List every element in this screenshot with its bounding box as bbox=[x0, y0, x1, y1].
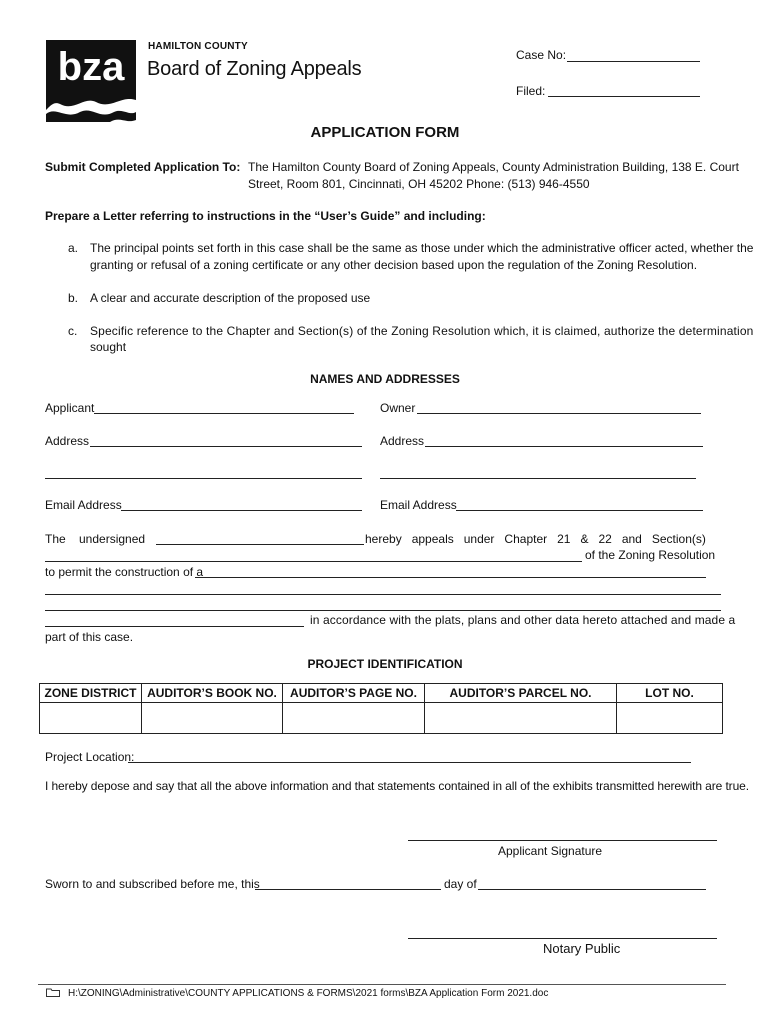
applicant-address-label: Address bbox=[45, 434, 90, 448]
owner-address-field[interactable] bbox=[425, 446, 703, 447]
table-header-row bbox=[40, 684, 723, 703]
applicant-address-line2-field[interactable] bbox=[45, 478, 362, 479]
appeal-accordance: in accordance with the plats, plans and other data hereto attached and made a bbox=[310, 613, 736, 627]
appellant-name-field[interactable] bbox=[156, 544, 364, 545]
instruction-text: The principal points set forth in this case shall be the same as those under which the administrative officer acted, whether the bbox=[90, 241, 754, 255]
applicant-signature-label: Applicant Signature bbox=[498, 844, 603, 858]
instruction-text: sought bbox=[90, 340, 127, 354]
filed-label: Filed: bbox=[516, 84, 546, 98]
owner-label: Owner bbox=[380, 401, 416, 415]
submit-label: Submit Completed Application To: bbox=[45, 160, 241, 174]
form-title: APPLICATION FORM bbox=[310, 124, 460, 141]
case-no-field[interactable] bbox=[567, 61, 700, 62]
zone-district-header: ZONE DISTRICT bbox=[40, 684, 142, 703]
logo-letters: bza bbox=[57, 45, 125, 89]
footer-divider bbox=[38, 984, 726, 985]
appeal-part-of-case: part of this case. bbox=[45, 630, 134, 644]
owner-email-field[interactable] bbox=[456, 510, 703, 511]
appeal-to-permit: to permit the construction of a bbox=[45, 565, 204, 579]
page-no-header: AUDITOR’S PAGE NO. bbox=[283, 684, 425, 703]
section-field[interactable] bbox=[45, 561, 582, 562]
page-no-cell[interactable] bbox=[283, 703, 425, 734]
applicant-field[interactable] bbox=[94, 413, 354, 414]
notary-label: Notary Public bbox=[543, 941, 621, 956]
submit-address-line2: Street, Room 801, Cincinnati, OH 45202 Phone: (513) 946-4550 bbox=[248, 177, 590, 191]
depose-statement: I hereby depose and say that all the above information and that statements contained in all of the exhibits transmitted herewith are true. bbox=[45, 779, 749, 793]
sworn-month-field[interactable] bbox=[478, 889, 706, 890]
book-no-cell[interactable] bbox=[142, 703, 283, 734]
owner-field[interactable] bbox=[417, 413, 701, 414]
construction-line2-field[interactable] bbox=[45, 594, 721, 595]
lot-no-cell[interactable] bbox=[617, 703, 723, 734]
bza-logo bbox=[46, 40, 136, 122]
book-no-header: AUDITOR’S BOOK NO. bbox=[142, 684, 283, 703]
instruction-text: granting or refusal of a zoning certificate or any other decision based upon the regulation of the Zoning Resolution. bbox=[90, 258, 698, 272]
footer-path-text: H:\ZONING\Administrative\COUNTY APPLICATIONS & FORMS\2021 forms\BZA Application Form 2021.doc bbox=[68, 988, 549, 999]
owner-email-label: Email Address bbox=[380, 498, 457, 512]
appeal-hereby-text: hereby appeals under Chapter 21 & 22 and Section(s) bbox=[365, 532, 706, 546]
parcel-no-cell[interactable] bbox=[425, 703, 617, 734]
applicant-email-label: Email Address bbox=[45, 498, 122, 512]
logo-board-name: Board of Zoning Appeals bbox=[147, 58, 362, 80]
names-heading: NAMES AND ADDRESSES bbox=[310, 372, 460, 386]
instruction-marker: a. bbox=[68, 241, 79, 255]
bza-logo-graphic bbox=[46, 40, 136, 122]
instruction-marker: b. bbox=[68, 291, 79, 305]
appeal-of-zoning: of the Zoning Resolution bbox=[585, 548, 716, 562]
project-identification-table bbox=[39, 683, 723, 734]
sworn-prefix: Sworn to and subscribed before me, this bbox=[45, 877, 260, 891]
case-no-label: Case No: bbox=[516, 48, 567, 62]
project-heading: PROJECT IDENTIFICATION bbox=[307, 657, 463, 671]
zone-district-cell[interactable] bbox=[40, 703, 142, 734]
applicant-signature-field[interactable] bbox=[408, 840, 717, 841]
instruction-marker: c. bbox=[68, 324, 78, 338]
applicant-label: Applicant bbox=[45, 401, 95, 415]
notary-signature-field[interactable] bbox=[408, 938, 717, 939]
owner-address-label: Address bbox=[380, 434, 425, 448]
lot-no-header: LOT NO. bbox=[617, 684, 723, 703]
sworn-day-field[interactable] bbox=[255, 889, 441, 890]
footer-file-path bbox=[46, 988, 548, 999]
appeal-undersigned: undersigned bbox=[79, 532, 146, 546]
logo-county-name: HAMILTON COUNTY bbox=[148, 41, 248, 52]
construction-field[interactable] bbox=[195, 577, 706, 578]
submit-address-line1: The Hamilton County Board of Zoning Appeals, County Administration Building, 138 E. Court bbox=[248, 160, 739, 174]
construction-line3-field[interactable] bbox=[45, 610, 721, 611]
table-row bbox=[40, 703, 723, 734]
letter-heading: Prepare a Letter referring to instructions in the “User’s Guide” and including: bbox=[45, 209, 486, 223]
project-location-label: Project Location: bbox=[45, 750, 135, 764]
sworn-day-of: day of bbox=[444, 877, 477, 891]
filed-field[interactable] bbox=[548, 96, 700, 97]
owner-address-line2-field[interactable] bbox=[380, 478, 696, 479]
project-location-field[interactable] bbox=[128, 762, 691, 763]
instruction-text: Specific reference to the Chapter and Section(s) of the Zoning Resolution which, it is claimed, authorize the determination bbox=[90, 324, 754, 338]
parcel-no-header: AUDITOR’S PARCEL NO. bbox=[425, 684, 617, 703]
applicant-address-field[interactable] bbox=[90, 446, 362, 447]
instruction-text: A clear and accurate description of the proposed use bbox=[90, 291, 371, 305]
applicant-email-field[interactable] bbox=[121, 510, 362, 511]
construction-line4-field[interactable] bbox=[45, 626, 304, 627]
folder-icon bbox=[46, 988, 60, 997]
appeal-the: The bbox=[45, 532, 66, 546]
